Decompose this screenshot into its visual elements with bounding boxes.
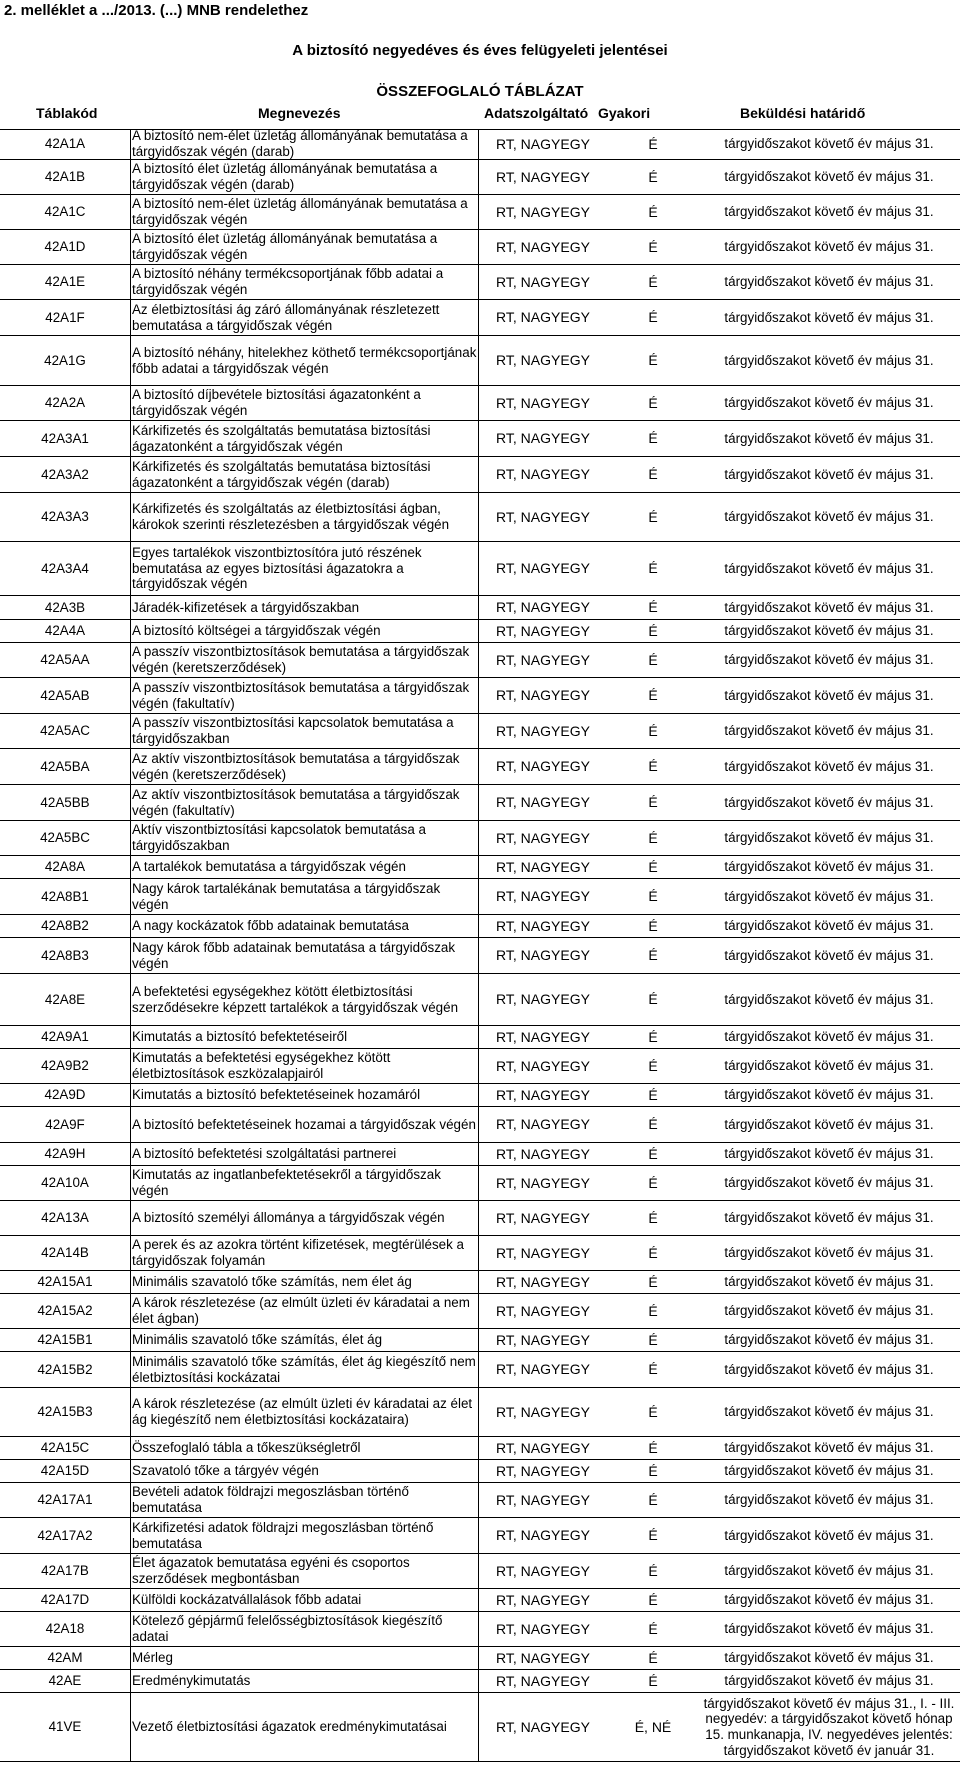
row-provider: RT, NAGYEGY [496, 1116, 590, 1133]
row-deadline: tárgyidőszakot követő év május 31. [724, 1116, 934, 1132]
row-provider: RT, NAGYEGY [496, 991, 590, 1008]
row-code: 42A8B2 [41, 918, 89, 934]
row-provider: RT, NAGYEGY [496, 1244, 590, 1261]
row-code: 42A14B [41, 1245, 89, 1261]
table-row [0, 1084, 960, 1107]
row-name: Kötelező gépjármű felelősségbiztosítások kiegészítő adatai [132, 1613, 443, 1644]
row-name: A károk részletezése (az elmúlt üzleti év káradatai az élet ág kiegészítő nem életbiztosítási kockázataira) [132, 1396, 473, 1427]
row-name: Egyes tartalékok viszontbiztosítóra jutó részének bemutatása az egyes biztosítási ágazatokra a tárgyidőszak végén [132, 545, 422, 592]
row-code: 42A1A [44, 136, 86, 152]
row-provider: RT, NAGYEGY [496, 1620, 590, 1637]
row-deadline: tárgyidőszakot követő év május 31. [724, 509, 934, 525]
row-code: 42A1G [44, 352, 86, 368]
table-row [0, 938, 960, 974]
row-code: 42A5BB [40, 794, 90, 810]
table-row [0, 542, 960, 596]
row-provider: RT, NAGYEGY [496, 1527, 590, 1544]
row-name: A nagy kockázatok főbb adatainak bemutatása [132, 918, 409, 934]
row-name: Összefoglaló tábla a tőkeszükségletről [132, 1440, 361, 1456]
column-header-frequency: Gyakori [598, 105, 651, 121]
row-name: Élet ágazatok bemutatása egyéni és csoportos szerződések megbontásban [132, 1555, 410, 1586]
row-frequency: É [648, 1439, 658, 1456]
row-name: Az aktív viszontbiztosítások bemutatása a tárgyidőszak végén (fakultatív) [132, 786, 460, 818]
row-code: 42A10A [41, 1175, 89, 1191]
row-frequency: É [648, 309, 658, 326]
table-row [0, 749, 960, 785]
document-annex-note: 2. melléklet a .../2013. (...) MNB rendelethez [4, 2, 309, 19]
row-code: 42A8E [44, 991, 86, 1007]
row-provider: RT, NAGYEGY [496, 168, 590, 185]
row-name: Minimális szavatoló tőke számítás, élet ág kiegészítő nem életbiztosítási kockázatai [132, 1353, 476, 1385]
row-code: 42A15C [40, 1440, 90, 1456]
row-deadline: tárgyidőszakot követő év május 31. [724, 723, 934, 739]
table-row [0, 1589, 960, 1612]
row-frequency: É [648, 466, 658, 483]
column-divider [478, 129, 479, 1762]
table-title: ÖSSZEFOGLALÓ TÁBLÁZAT [376, 83, 584, 100]
row-name: Eredménykimutatás [132, 1673, 251, 1689]
row-frequency: É [648, 1591, 658, 1608]
row-frequency: É [648, 168, 658, 185]
row-frequency: É [648, 1403, 658, 1420]
row-deadline: tárgyidőszakot követő év május 31. [724, 1303, 934, 1319]
row-code: 42A3A2 [41, 466, 89, 482]
row-name: Mérleg [132, 1650, 173, 1666]
row-frequency: É [648, 622, 658, 639]
row-frequency: É [648, 991, 658, 1008]
table-row [0, 1201, 960, 1236]
row-provider: RT, NAGYEGY [496, 917, 590, 934]
row-deadline: tárgyidőszakot követő év május 31. [724, 1058, 934, 1074]
table-row [0, 1518, 960, 1554]
row-name: Kimutatás a befektetési egységekhez kötött életbiztosítások eszközalapjairól [132, 1050, 391, 1081]
table-row [0, 386, 960, 421]
row-name: Nagy károk tartalékának bemutatása a tárgyidőszak végén [132, 880, 441, 912]
row-provider: RT, NAGYEGY [496, 1273, 590, 1290]
row-provider: RT, NAGYEGY [496, 1086, 590, 1103]
table-row [0, 1236, 960, 1271]
row-frequency: É [648, 508, 658, 525]
table-row [0, 1647, 960, 1670]
row-code: 42A3A4 [41, 560, 89, 576]
row-frequency: É [648, 203, 658, 220]
row-provider: RT, NAGYEGY [496, 394, 590, 411]
table-row [0, 1612, 960, 1647]
table-row [0, 1049, 960, 1084]
row-name: A befektetési egységekhez kötött életbiztosítási szerződésekre képzett tartalékok a tárgyidőszak végén [132, 983, 459, 1015]
row-frequency: É [648, 687, 658, 704]
row-provider: RT, NAGYEGY [496, 651, 590, 668]
row-provider: RT, NAGYEGY [496, 1591, 590, 1608]
row-deadline: tárgyidőszakot követő év május 31., I. - III. negyedév: a tárgyidőszakot követő hónap 15. munkanapja, IV. negyedéves jelentés: tárgyidőszakot követő év január 31. [703, 1695, 955, 1758]
row-deadline: tárgyidőszakot követő év május 31. [724, 918, 934, 934]
row-deadline: tárgyidőszakot követő év május 31. [724, 1563, 934, 1579]
row-deadline: tárgyidőszakot követő év május 31. [724, 947, 934, 963]
row-provider: RT, NAGYEGY [496, 1562, 590, 1579]
table-row [0, 879, 960, 915]
row-code: 41VE [48, 1719, 82, 1735]
row-frequency: É, NÉ [634, 1718, 672, 1735]
row-code: 42A18 [45, 1621, 85, 1637]
row-provider: RT, NAGYEGY [496, 722, 590, 739]
row-deadline: tárgyidőszakot követő év május 31. [724, 652, 934, 668]
row-deadline: tárgyidőszakot követő év május 31. [724, 794, 934, 810]
row-code: 42A9A1 [41, 1029, 89, 1045]
row-name: A biztosító befektetéseinek hozamai a tárgyidőszak végén [132, 1116, 476, 1132]
row-deadline: tárgyidőszakot követő év május 31. [724, 560, 934, 576]
row-deadline: tárgyidőszakot követő év május 31. [724, 395, 934, 411]
row-frequency: É [648, 722, 658, 739]
row-frequency: É [648, 273, 658, 290]
row-frequency: É [648, 1209, 658, 1226]
row-code: 42A5AA [40, 652, 90, 668]
row-name: A biztosító nem-élet üzletág állományának bemutatása a tárgyidőszak végén [132, 196, 468, 227]
row-provider: RT, NAGYEGY [496, 430, 590, 447]
row-provider: RT, NAGYEGY [496, 1403, 590, 1420]
row-deadline: tárgyidőszakot követő év május 31. [724, 758, 934, 774]
table-row [0, 195, 960, 230]
row-name: Kárkifizetés és szolgáltatás az életbiztosítási ágban, károkok szerinti részletezésben a tárgyidőszak végén [132, 501, 450, 532]
row-provider: RT, NAGYEGY [496, 1209, 590, 1226]
row-code: 42A1E [44, 274, 86, 290]
row-name: A passzív viszontbiztosítási kapcsolatok bemutatása a tárgyidőszakban [132, 715, 454, 746]
row-provider: RT, NAGYEGY [496, 758, 590, 775]
row-provider: RT, NAGYEGY [496, 1718, 590, 1735]
table-row [0, 785, 960, 821]
row-frequency: É [648, 238, 658, 255]
row-frequency: É [648, 1244, 658, 1261]
row-provider: RT, NAGYEGY [496, 1491, 590, 1508]
row-provider: RT, NAGYEGY [496, 1145, 590, 1162]
table-row [0, 457, 960, 493]
table-row [0, 493, 960, 542]
row-name: A biztosító nem-élet üzletág állományának bemutatása a tárgyidőszak végén (darab) [132, 128, 468, 159]
row-code: 42A1C [44, 204, 86, 220]
row-code: 42A5BC [40, 830, 90, 846]
row-provider: RT, NAGYEGY [496, 203, 590, 220]
table-row [0, 336, 960, 386]
row-deadline: tárgyidőszakot követő év május 31. [724, 599, 934, 615]
column-header-name: Megnevezés [258, 105, 341, 121]
row-name: A perek és az azokra történt kifizetések, megtérülések a tárgyidőszak folyamán [132, 1237, 464, 1268]
row-code: 42A15A2 [37, 1303, 93, 1319]
row-name: Minimális szavatoló tőke számítás, élet ág [132, 1332, 383, 1348]
column-header-code: Táblakód [36, 105, 98, 121]
row-frequency: É [648, 1302, 658, 1319]
table-row [0, 678, 960, 714]
row-provider: RT, NAGYEGY [496, 829, 590, 846]
row-name: A biztosító néhány, hitelekhez köthető termékcsoportjának főbb adatai a tárgyidőszak végén [132, 344, 477, 376]
row-name: Kimutatás a biztosító befektetéseiről [132, 1029, 348, 1045]
row-code: 42A3A3 [41, 509, 89, 525]
row-provider: RT, NAGYEGY [496, 1462, 590, 1479]
row-frequency: É [648, 888, 658, 905]
row-code: 42A8A [44, 859, 86, 875]
table-row [0, 821, 960, 856]
row-provider: RT, NAGYEGY [496, 1174, 590, 1191]
row-name: Szavatoló tőke a tárgyév végén [132, 1463, 319, 1479]
table-row [0, 1460, 960, 1483]
table-row [0, 1670, 960, 1693]
row-code: 42A2A [44, 395, 86, 411]
row-provider: RT, NAGYEGY [496, 1439, 590, 1456]
row-frequency: É [648, 1057, 658, 1074]
row-provider: RT, NAGYEGY [496, 135, 590, 152]
row-provider: RT, NAGYEGY [496, 1028, 590, 1045]
row-frequency: É [648, 1331, 658, 1348]
row-deadline: tárgyidőszakot követő év május 31. [724, 239, 934, 255]
row-code: 42A9B2 [41, 1058, 89, 1074]
table-row [0, 1329, 960, 1352]
row-name: Aktív viszontbiztosítási kapcsolatok bemutatása a tárgyidőszakban [132, 822, 426, 853]
row-frequency: É [648, 394, 658, 411]
row-provider: RT, NAGYEGY [496, 794, 590, 811]
row-provider: RT, NAGYEGY [496, 273, 590, 290]
row-frequency: É [648, 858, 658, 875]
row-provider: RT, NAGYEGY [496, 1057, 590, 1074]
row-frequency: É [648, 947, 658, 964]
row-name: A biztosító befektetési szolgáltatási partnerei [132, 1146, 397, 1162]
table-row [0, 300, 960, 336]
row-provider: RT, NAGYEGY [496, 352, 590, 369]
row-code: 42A1F [45, 309, 85, 325]
row-provider: RT, NAGYEGY [496, 560, 590, 577]
row-deadline: tárgyidőszakot követő év május 31. [724, 1440, 934, 1456]
row-code: 42A9H [44, 1146, 86, 1162]
table-row [0, 1554, 960, 1589]
row-deadline: tárgyidőszakot követő év május 31. [724, 1492, 934, 1508]
row-name: Minimális szavatoló tőke számítás, nem élet ág [132, 1274, 412, 1290]
row-name: Kárkifizetés és szolgáltatás bemutatása biztosítási ágazatonként a tárgyidőszak végén (darab) [132, 458, 431, 490]
table-row [0, 714, 960, 749]
row-frequency: É [648, 1145, 658, 1162]
row-deadline: tárgyidőszakot követő év május 31. [724, 1175, 934, 1191]
row-name: Külföldi kockázatvállalások főbb adatai [132, 1592, 362, 1608]
row-name: A biztosító személyi állománya a tárgyidőszak végén [132, 1210, 445, 1226]
row-frequency: É [648, 1491, 658, 1508]
row-provider: RT, NAGYEGY [496, 687, 590, 704]
row-frequency: É [648, 829, 658, 846]
row-frequency: É [648, 1462, 658, 1479]
table-row [0, 1107, 960, 1143]
row-deadline: tárgyidőszakot követő év május 31. [724, 169, 934, 185]
row-code: 42AE [48, 1673, 82, 1689]
row-name: A biztosító díjbevétele biztosítási ágazatonként a tárgyidőszak végén [132, 387, 421, 418]
row-deadline: tárgyidőszakot követő év május 31. [724, 1404, 934, 1420]
table-row [0, 1693, 960, 1762]
row-frequency: É [648, 794, 658, 811]
summary-table [0, 129, 960, 1762]
row-name: A passzív viszontbiztosítások bemutatása a tárgyidőszak végén (fakultatív) [132, 679, 470, 711]
table-row [0, 1352, 960, 1388]
row-code: 42A17D [40, 1592, 90, 1608]
row-frequency: É [648, 1086, 658, 1103]
row-code: 42A15B3 [37, 1404, 93, 1420]
row-code: 42A1D [44, 239, 86, 255]
column-header-provider: Adatszolgáltató [484, 105, 589, 121]
row-code: 42AM [47, 1650, 83, 1666]
row-code: 42A9F [45, 1116, 85, 1132]
row-deadline: tárgyidőszakot követő év május 31. [724, 466, 934, 482]
row-deadline: tárgyidőszakot követő év május 31. [724, 1029, 934, 1045]
row-deadline: tárgyidőszakot követő év május 31. [724, 1361, 934, 1377]
row-name: Nagy károk főbb adatainak bemutatása a tárgyidőszak végén [132, 939, 456, 971]
row-deadline: tárgyidőszakot követő év május 31. [724, 1673, 934, 1689]
row-deadline: tárgyidőszakot követő év május 31. [724, 136, 934, 152]
row-code: 42A9D [44, 1087, 86, 1103]
row-deadline: tárgyidőszakot követő év május 31. [724, 274, 934, 290]
column-header-deadline: Beküldési határidő [740, 105, 866, 121]
row-deadline: tárgyidőszakot követő év május 31. [724, 1592, 934, 1608]
row-deadline: tárgyidőszakot követő év május 31. [724, 1332, 934, 1348]
row-frequency: É [648, 1527, 658, 1544]
row-deadline: tárgyidőszakot követő év május 31. [724, 888, 934, 904]
row-provider: RT, NAGYEGY [496, 622, 590, 639]
row-frequency: É [648, 430, 658, 447]
row-deadline: tárgyidőszakot követő év május 31. [724, 623, 934, 639]
table-row [0, 1026, 960, 1049]
row-code: 42A17A1 [37, 1492, 93, 1508]
row-name: Vezető életbiztosítási ágazatok eredménykimutatásai [132, 1719, 447, 1735]
row-code: 42A1B [44, 169, 86, 185]
row-frequency: É [648, 135, 658, 152]
row-deadline: tárgyidőszakot követő év május 31. [724, 1245, 934, 1261]
table-row [0, 1388, 960, 1437]
row-provider: RT, NAGYEGY [496, 238, 590, 255]
row-deadline: tárgyidőszakot követő év május 31. [724, 991, 934, 1007]
table-row [0, 620, 960, 643]
row-provider: RT, NAGYEGY [496, 1361, 590, 1378]
row-deadline: tárgyidőszakot követő év május 31. [724, 830, 934, 846]
row-deadline: tárgyidőszakot követő év május 31. [724, 1274, 934, 1290]
row-deadline: tárgyidőszakot követő év május 31. [724, 1087, 934, 1103]
row-name: Járadék-kifizetések a tárgyidőszakban [132, 599, 360, 615]
row-frequency: É [648, 1649, 658, 1666]
row-code: 42A8B1 [41, 888, 89, 904]
row-frequency: É [648, 917, 658, 934]
row-deadline: tárgyidőszakot követő év május 31. [724, 859, 934, 875]
row-deadline: tárgyidőszakot követő év május 31. [724, 1210, 934, 1226]
table-row [0, 643, 960, 678]
table-row [0, 1271, 960, 1294]
table-row [0, 421, 960, 457]
row-deadline: tárgyidőszakot követő év május 31. [724, 204, 934, 220]
row-code: 42A3B [44, 599, 86, 615]
row-code: 42A15A1 [37, 1274, 93, 1290]
row-code: 42A5AB [40, 687, 90, 703]
document-title: A biztosító negyedéves és éves felügyeleti jelentései [292, 42, 668, 59]
row-code: 42A13A [41, 1210, 89, 1226]
row-deadline: tárgyidőszakot követő év május 31. [724, 430, 934, 446]
row-code: 42A17B [41, 1563, 89, 1579]
table-row [0, 129, 960, 160]
row-name: Az aktív viszontbiztosítások bemutatása a tárgyidőszak végén (keretszerződések) [132, 750, 460, 782]
row-deadline: tárgyidőszakot követő év május 31. [724, 687, 934, 703]
row-provider: RT, NAGYEGY [496, 599, 590, 616]
row-name: Bevételi adatok földrajzi megoszlásban történő bemutatása [132, 1484, 409, 1515]
table-row [0, 160, 960, 195]
row-name: Kárkifizetési adatok földrajzi megoszlásban történő bemutatása [132, 1519, 434, 1551]
row-code: 42A15B1 [37, 1332, 93, 1348]
table-row [0, 1143, 960, 1166]
row-frequency: É [648, 560, 658, 577]
row-name: Az életbiztosítási ág záró állományának részletezett bemutatása a tárgyidőszak végén [132, 301, 440, 333]
row-code: 42A8B3 [41, 947, 89, 963]
row-code: 42A17A2 [37, 1527, 93, 1543]
table-row [0, 1294, 960, 1329]
row-frequency: É [648, 1174, 658, 1191]
row-name: Kimutatás a biztosító befektetéseinek hozamáról [132, 1087, 421, 1103]
row-deadline: tárgyidőszakot követő év május 31. [724, 1527, 934, 1543]
row-frequency: É [648, 1116, 658, 1133]
row-provider: RT, NAGYEGY [496, 888, 590, 905]
row-deadline: tárgyidőszakot követő év május 31. [724, 1621, 934, 1637]
table-row [0, 974, 960, 1026]
table-row [0, 1437, 960, 1460]
row-code: 42A15B2 [37, 1361, 93, 1377]
row-frequency: É [648, 1361, 658, 1378]
table-row [0, 230, 960, 265]
row-name: A passzív viszontbiztosítások bemutatása a tárgyidőszak végén (keretszerződések) [132, 644, 470, 675]
table-row [0, 915, 960, 938]
row-provider: RT, NAGYEGY [496, 858, 590, 875]
row-frequency: É [648, 1620, 658, 1637]
row-frequency: É [648, 1672, 658, 1689]
row-code: 42A5BA [40, 758, 90, 774]
row-name: Kimutatás az ingatlanbefektetésekről a tárgyidőszak végén [132, 1167, 441, 1198]
table-row [0, 596, 960, 620]
table-row [0, 856, 960, 879]
row-frequency: É [648, 1028, 658, 1045]
row-deadline: tárgyidőszakot követő év május 31. [724, 352, 934, 368]
row-name: A biztosító néhány termékcsoportjának főbb adatai a tárgyidőszak végén [132, 266, 444, 297]
row-name: Kárkifizetés és szolgáltatás bemutatása biztosítási ágazatonként a tárgyidőszak végén [132, 422, 431, 454]
row-frequency: É [648, 1273, 658, 1290]
row-code: 42A5AC [40, 723, 90, 739]
row-name: A biztosító élet üzletág állományának bemutatása a tárgyidőszak végén (darab) [132, 161, 438, 192]
row-provider: RT, NAGYEGY [496, 309, 590, 326]
row-frequency: É [648, 1562, 658, 1579]
row-frequency: É [648, 651, 658, 668]
row-frequency: É [648, 352, 658, 369]
row-provider: RT, NAGYEGY [496, 1672, 590, 1689]
row-code: 42A4A [44, 623, 86, 639]
row-deadline: tárgyidőszakot követő év május 31. [724, 309, 934, 325]
row-provider: RT, NAGYEGY [496, 1331, 590, 1348]
column-divider [130, 129, 131, 1762]
row-code: 42A3A1 [41, 430, 89, 446]
row-provider: RT, NAGYEGY [496, 1649, 590, 1666]
row-name: A biztosító élet üzletág állományának bemutatása a tárgyidőszak végén [132, 231, 438, 262]
row-provider: RT, NAGYEGY [496, 947, 590, 964]
row-frequency: É [648, 599, 658, 616]
row-code: 42A15D [40, 1463, 90, 1479]
row-provider: RT, NAGYEGY [496, 1302, 590, 1319]
table-row [0, 1483, 960, 1518]
row-deadline: tárgyidőszakot követő év május 31. [724, 1463, 934, 1479]
row-name: A tartalékok bemutatása a tárgyidőszak végén [132, 859, 406, 875]
row-name: A károk részletezése (az elmúlt üzleti év káradatai a nem élet ágban) [132, 1295, 470, 1326]
table-row [0, 1166, 960, 1201]
row-deadline: tárgyidőszakot követő év május 31. [724, 1650, 934, 1666]
row-frequency: É [648, 758, 658, 775]
row-provider: RT, NAGYEGY [496, 508, 590, 525]
row-name: A biztosító költségei a tárgyidőszak végén [132, 623, 381, 639]
row-provider: RT, NAGYEGY [496, 466, 590, 483]
row-deadline: tárgyidőszakot követő év május 31. [724, 1146, 934, 1162]
table-row [0, 265, 960, 300]
